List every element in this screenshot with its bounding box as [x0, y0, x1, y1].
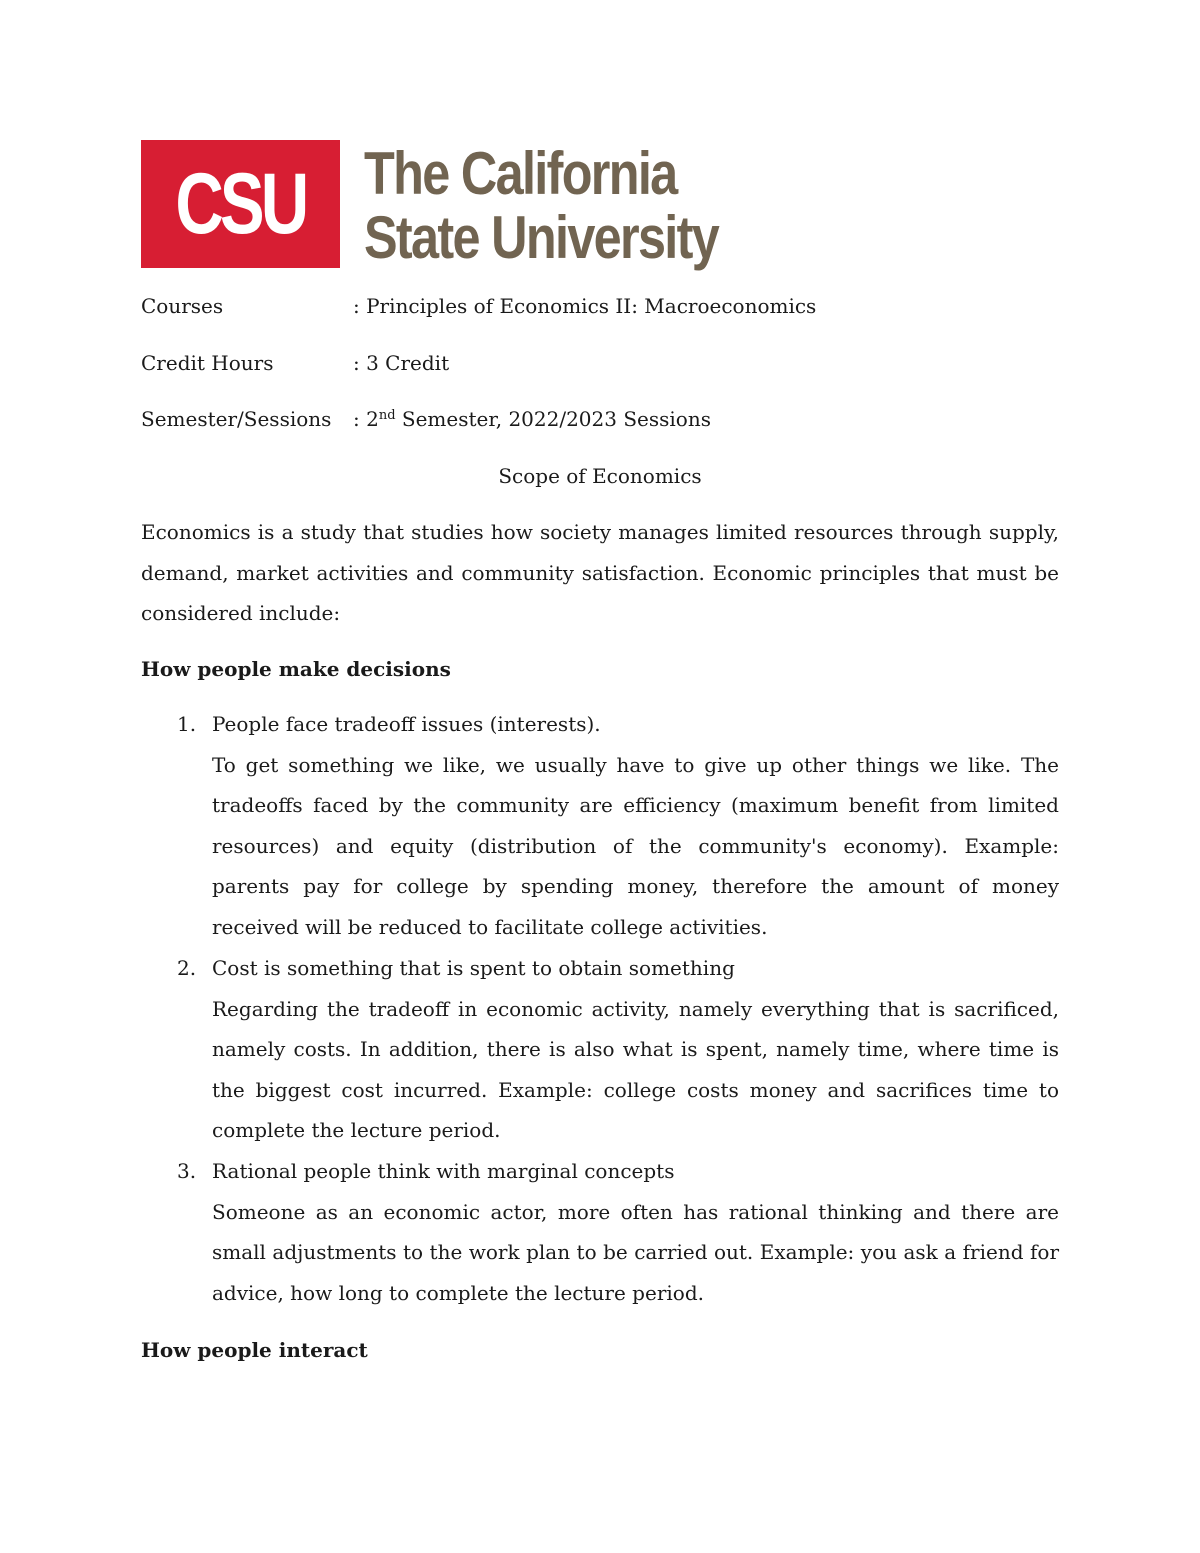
- section-heading-decisions: How people make decisions: [141, 657, 451, 681]
- list-item-body: To get something we like, we usually have to give up other things we like. The tradeoffs faced by the community are efficiency (maximum benefit from limited resources) and equity (distribution of the community's economy). Example: parents pay for college by spending money, therefore the amount of money received will be reduced to facilitate college activities.: [212, 752, 1059, 939]
- document-title: Scope of Economics: [498, 464, 702, 488]
- list-item-title: People face tradeoff issues (interests).: [212, 712, 601, 736]
- list-number: 2.: [177, 956, 197, 980]
- list-item-1: [141, 704, 1059, 947]
- logo-line-2: State University: [364, 204, 719, 271]
- section-heading-interact: How people interact: [141, 1338, 368, 1362]
- info-courses: [141, 294, 816, 318]
- list-item-body: Regarding the tradeoff in economic activity, namely everything that is sacrificed, namely costs. In addition, there is also what is spent, namely time, where time is the biggest cost incurred. Example: college costs money and sacrifices time to complete the lecture period.: [212, 996, 1059, 1142]
- list-number: 1.: [177, 712, 197, 736]
- csu-logo-mark: [141, 140, 340, 268]
- info-credit-hours: [141, 351, 449, 375]
- list-item-3: [141, 1151, 1059, 1313]
- list-item-2: [141, 948, 1059, 1151]
- document-page: [141, 140, 1059, 1362]
- list-item-body: Someone as an economic actor, more often has rational thinking and there are small adjustments to the work plan to be carried out. Example: you ask a friend for advice, how long to complete the lecture period.: [212, 1199, 1059, 1305]
- semester-label: Semester/Sessions: [141, 407, 332, 431]
- semester-rest: Semester, 2022/2023 Sessions: [395, 407, 711, 431]
- credit-label: Credit Hours: [141, 351, 274, 375]
- list-number: 3.: [177, 1159, 197, 1183]
- semester-sup: nd: [378, 408, 396, 423]
- list-item-title: Cost is something that is spent to obtain something: [212, 956, 735, 980]
- logo-line-1: The California: [364, 140, 677, 207]
- intro-paragraph: Economics is a study that studies how society manages limited resources through supply, demand, market activities and community satisfaction. Economic principles that must be considered include:: [141, 520, 1059, 625]
- credit-value: : 3 Credit: [353, 351, 450, 375]
- info-semester: [141, 407, 711, 431]
- csu-logo-mark-text: CSU: [175, 156, 306, 252]
- courses-label: Courses: [141, 294, 224, 318]
- csu-logo: [141, 140, 1059, 280]
- semester-prefix: : 2: [353, 407, 379, 431]
- list-item-title: Rational people think with marginal concepts: [212, 1159, 675, 1183]
- csu-logo-wordmark: [364, 140, 719, 272]
- semester-value: [353, 407, 711, 431]
- courses-value: : Principles of Economics II: Macroeconomics: [353, 294, 817, 318]
